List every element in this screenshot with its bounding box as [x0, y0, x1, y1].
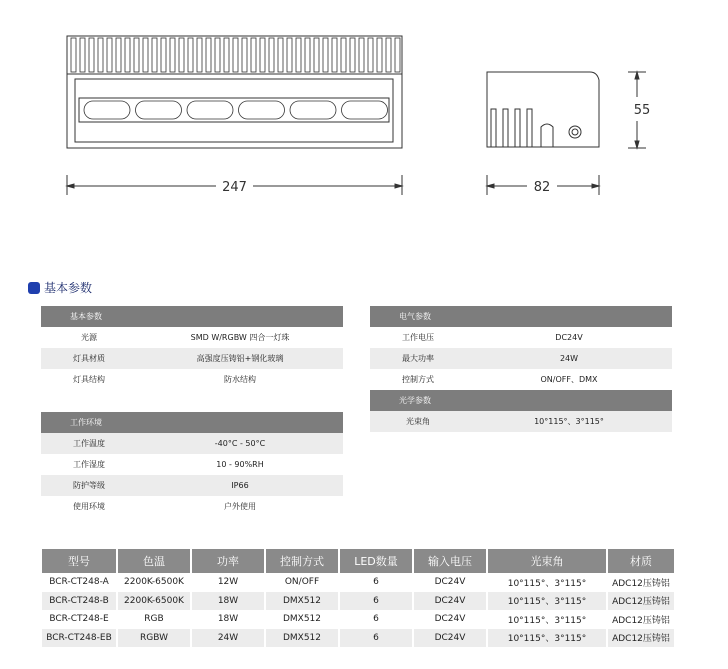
heatsink-fin — [98, 38, 103, 72]
heatsink-fin — [116, 38, 121, 72]
heatsink-fin — [341, 38, 346, 72]
heatsink-fin — [305, 38, 310, 72]
heatsink-fin — [332, 38, 337, 72]
heatsink-fin — [278, 38, 283, 72]
electrical-params-table — [370, 306, 672, 432]
param-row: 工作电压 DC24V — [402, 333, 583, 342]
param-row: 灯具结构 防水结构 — [73, 375, 256, 384]
param-row: 工作湿度 10 - 90%RH — [73, 460, 264, 469]
param-row: 使用环境 户外使用 — [73, 502, 256, 511]
param-row: 最大功率 24W — [370, 348, 672, 369]
heatsink-fin — [350, 38, 355, 72]
side-height-dimension-label: 55 — [633, 103, 651, 118]
basic-params-table — [41, 306, 343, 390]
lens-outline — [136, 101, 182, 119]
basic-params-header: 基本参数 — [41, 306, 343, 327]
column-header: 光束角 — [488, 549, 608, 573]
param-row: 灯具材质 高强度压铸铝+钢化玻璃 — [41, 348, 343, 369]
section-title: 基本参数 — [44, 281, 93, 295]
table-row: BCR-CT248-A 2200K-6500K 12W ON/OFF 6 DC24V 10°115°、3°115° ADC12压铸铝 — [42, 573, 674, 592]
heatsink-fin — [269, 38, 274, 72]
heatsink-fin — [197, 38, 202, 72]
column-header: 输入电压 — [414, 549, 488, 573]
table-row: BCR-CT248-B 2200K-6500K 18W DMX512 6 DC24V 10°115°、3°115° ADC12压铸铝 — [42, 592, 674, 611]
heatsink-fin — [125, 38, 130, 72]
environment-params-table — [41, 412, 343, 517]
heatsink-fin — [143, 38, 148, 72]
param-row: 光源 SMD W/RGBW 四合一灯珠 — [81, 333, 290, 342]
side-depth-dimension-label: 82 — [533, 180, 551, 195]
column-header: 功率 — [192, 549, 266, 573]
side-view — [487, 72, 599, 147]
heatsink-fin — [161, 38, 166, 72]
lens-outline — [84, 101, 130, 119]
heatsink-fin — [89, 38, 94, 72]
column-header: 型号 — [42, 549, 118, 573]
heatsink-fin — [260, 38, 265, 72]
column-header: 控制方式 — [266, 549, 340, 573]
lens-outline — [342, 101, 388, 119]
section-heading — [28, 279, 92, 296]
column-header: 材质 — [608, 549, 674, 573]
heatsink-fin — [296, 38, 301, 72]
heatsink-fin — [152, 38, 157, 72]
heatsink-fin — [251, 38, 256, 72]
heatsink-fin — [206, 38, 211, 72]
heatsink-fin — [368, 38, 373, 72]
heatsink-fin — [179, 38, 184, 72]
lens-outline — [187, 101, 233, 119]
heatsink-fin — [386, 38, 391, 72]
heatsink-fin — [71, 38, 76, 72]
table-row: BCR-CT248-E RGB 18W DMX512 6 DC24V 10°115°、3°115° ADC12压铸铝 — [42, 610, 674, 629]
technical-drawing — [0, 0, 728, 250]
heatsink-fin — [314, 38, 319, 72]
param-row: 控制方式 ON/OFF、DMX — [402, 375, 598, 384]
optical-params-header: 光学参数 — [370, 390, 672, 411]
front-width-dimension-label: 247 — [222, 180, 247, 195]
heatsink-fin — [287, 38, 292, 72]
heatsink-fin — [377, 38, 382, 72]
heatsink-fin — [188, 38, 193, 72]
column-header: 色温 — [118, 549, 192, 573]
heatsink-fin — [395, 38, 400, 72]
side-dimensions — [487, 72, 646, 195]
heatsink-fin — [215, 38, 220, 72]
param-row: 光束角 10°115°、3°115° — [370, 411, 672, 432]
table-row: BCR-CT248-EB RGBW 24W DMX512 6 DC24V 10°115°、3°115° ADC12压铸铝 — [42, 629, 674, 648]
param-row: 防护等级 IP66 — [41, 475, 343, 496]
model-spec-table — [42, 549, 674, 647]
electrical-params-header: 电气参数 — [370, 306, 672, 327]
heatsink-fin — [323, 38, 328, 72]
heatsink-fin — [233, 38, 238, 72]
lens-outline — [239, 101, 285, 119]
param-row: 工作温度 -40°C - 50°C — [41, 433, 343, 454]
heatsink-fin — [80, 38, 85, 72]
heatsink-fin — [224, 38, 229, 72]
heatsink-fin — [107, 38, 112, 72]
section-marker-icon — [28, 282, 40, 294]
heatsink-fin — [359, 38, 364, 72]
heatsink-fin — [242, 38, 247, 72]
heatsink-fin — [134, 38, 139, 72]
table-header-row — [42, 549, 674, 573]
lens-outline — [290, 101, 336, 119]
environment-params-header: 工作环境 — [41, 412, 343, 433]
column-header: LED数量 — [340, 549, 414, 573]
heatsink-fin — [170, 38, 175, 72]
front-view — [67, 36, 402, 148]
